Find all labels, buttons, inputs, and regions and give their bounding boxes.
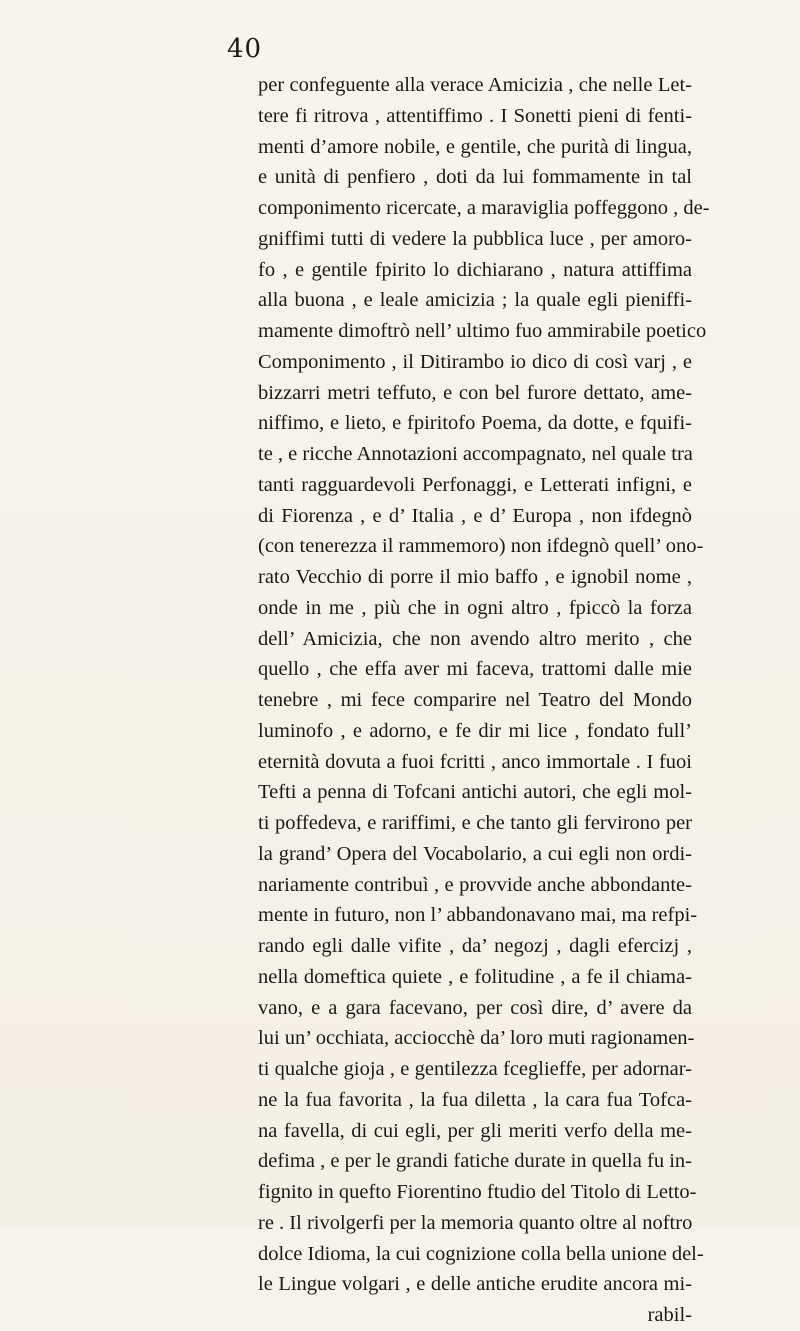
text-line: nariamente contribuì , e provvide anche abbondante-	[258, 873, 692, 896]
text-line: niffimo, e lieto, e fpiritofo Poema, da dotte, e fquifi-	[258, 412, 692, 435]
text-line: defima , e per le grandi fatiche durate in quella fu in-	[258, 1150, 692, 1173]
text-line: Tefti a penna di Tofcani antichi autori, che egli mol-	[258, 781, 692, 804]
text-line: re . Il rivolgerfi per la memoria quanto oltre al noftro	[258, 1211, 693, 1234]
text-line: fignito in quefto Fiorentino ftudio del Titolo di Letto-	[258, 1181, 697, 1203]
text-line: ti qualche gioja , e gentilezza fceglieffe, per adornar-	[258, 1058, 692, 1080]
text-line: vano, e a gara facevano, per così dire, d’ avere da	[258, 996, 692, 1019]
text-line: quello , che effa aver mi faceva, trattomi dalle mie	[258, 658, 692, 681]
catchword: rabil-	[647, 1304, 692, 1326]
text-line: te , e ricche Annotazioni accompagnato, nel quale tra	[258, 443, 693, 465]
text-line: mente in futuro, non l’ abbandonavano mai, ma refpi-	[258, 904, 698, 927]
text-line: tenebre , mi fece comparire nel Teatro del Mondo	[258, 689, 692, 711]
text-line: e unità di penfiero , doti da lui fommamente in tal	[258, 166, 692, 189]
body-text	[258, 70, 710, 1331]
text-line: di Fiorenza , e d’ Italia , e d’ Europa , non ifdegnò	[258, 504, 692, 527]
text-line: na favella, di cui egli, per gli meriti verfo della me-	[258, 1119, 692, 1142]
text-line: lui un’ occhiata, acciocchè da’ loro muti ragionamen-	[258, 1027, 695, 1050]
text-line: tanti ragguardevoli Perfonaggi, e Letterati infigni, e	[258, 473, 692, 496]
text-line: ti poffedeva, e rariffimi, e che tanto gli fervirono per	[258, 812, 692, 834]
text-line: Componimento , il Ditirambo io dico di così varj , e	[258, 350, 692, 373]
text-line: (con tenerezza il rammemoro) non ifdegnò quell’ ono-	[258, 535, 704, 558]
text-line: ne la fua favorita , la fua diletta , la cara fua Tofca-	[258, 1088, 692, 1111]
text-line: gniffimi tutti di vedere la pubblica luce , per amoro-	[258, 227, 692, 250]
text-line: la grand’ Opera del Vocabolario, a cui egli non ordi-	[258, 842, 692, 865]
text-line: menti d’amore nobile, e gentile, che purità di lingua,	[258, 135, 692, 158]
text-line: rato Vecchio di porre il mio baffo , e ignobil nome ,	[258, 566, 692, 588]
text-line: per confeguente alla verace Amicizia , che nelle Let-	[258, 74, 692, 96]
text-line: mamente dimoftrò nell’ ultimo fuo ammirabile poetico	[258, 320, 707, 342]
text-line: alla buona , e leale amicizia ; la quale egli pieniffi-	[258, 289, 692, 312]
text-line: onde in me , più che in ogni altro , fpiccò la forza	[258, 596, 692, 619]
text-line: tere fi ritrova , attentiffimo . I Sonetti pieni di fenti-	[258, 104, 692, 127]
text-line: luminofo , e adorno, e fe dir mi lice , fondato full’	[258, 719, 692, 742]
text-line: eternità dovuta a fuoi fcritti , anco immortale . I fuoi	[258, 750, 692, 773]
text-line: nella domeftica quiete , e folitudine , a fe il chiama-	[258, 965, 692, 988]
text-line: componimento ricercate, a maraviglia poffeggono , de-	[258, 197, 710, 219]
page-number: 40	[227, 34, 263, 64]
text-line: rando egli dalle vifite , da’ negozj , dagli efercizj ,	[258, 935, 692, 957]
text-line: le Lingue volgari , e delle antiche erudite ancora mi-	[258, 1273, 692, 1296]
text-line: dell’ Amicizia, che non avendo altro merito , che	[258, 627, 692, 650]
text-line: dolce Idioma, la cui cognizione colla bella unione del-	[258, 1242, 704, 1265]
text-line: fo , e gentile fpirito lo dichiarano , natura attiffima	[258, 258, 692, 281]
text-line: bizzarri metri teffuto, e con bel furore dettato, ame-	[258, 381, 692, 404]
